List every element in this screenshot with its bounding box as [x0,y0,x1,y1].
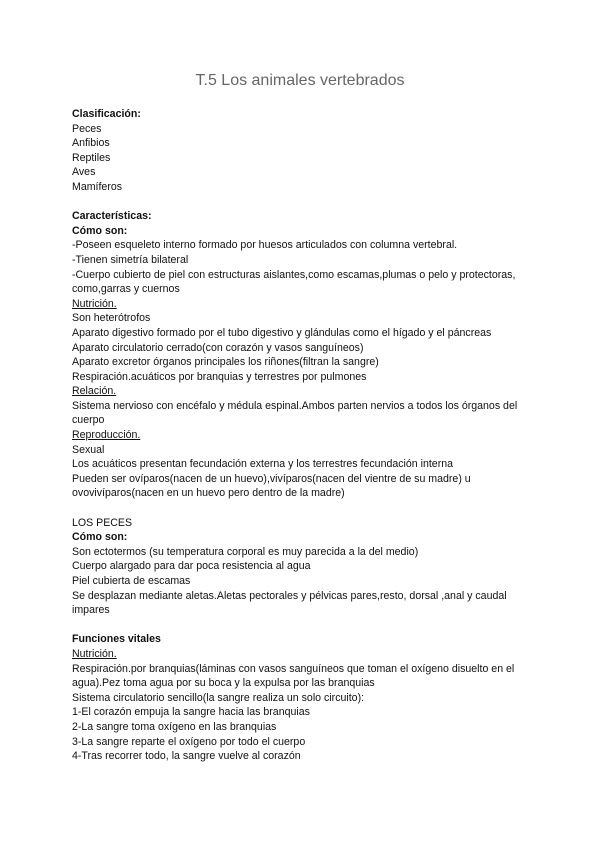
list-item: Peces [72,122,102,135]
paragraph-line: Aparato digestivo formado por el tubo digestivo y glándulas como el hígado y el páncreas [72,326,492,339]
document-title: T.5 Los animales vertebrados [195,72,405,89]
paragraph-line: Cuerpo alargado para dar poca resistencia al agua [72,560,311,573]
paragraph-line: Respiración.acuáticos por branquias y terrestres por pulmones [72,370,367,383]
peces-heading: LOS PECES [72,516,133,529]
paragraph-line: Sexual [72,443,105,456]
nutricion-heading: Nutrición. [72,647,117,660]
paragraph-line: Son ectotermos (su temperatura corporal es muy parecida a la del medio) [72,545,419,558]
list-item: Mamíferos [72,180,123,193]
paragraph-line: -Tienen simetría bilateral [72,253,189,266]
paragraph-line: Respiración.por branquias(láminas con vasos sanguíneos que toman el oxígeno disuelto en el agua).Pez toma agua por su boca y la expulsa por las branquias [72,662,515,690]
list-item: Anfibios [72,137,110,150]
reproduccion-heading: Reproducción. [72,429,141,442]
list-item: Aves [72,166,96,179]
list-item: Reptiles [72,151,111,164]
paragraph-line: 2-La sangre toma oxígeno en las branquias [72,720,277,733]
paragraph-line: Pueden ser ovíparos(nacen de un huevo),vivíparos(nacen del vientre de su madre) u ovovivíparos(nacen en un huevo pero dentro de la madre) [72,472,471,500]
paragraph-line: 3-La sangre reparte el oxígeno por todo el cuerpo [72,735,306,748]
document-body [72,107,542,764]
como-son-heading: Cómo son: [72,224,128,237]
caracteristicas-heading: Características: [72,210,152,223]
spacer [72,618,542,633]
spacer [72,501,542,516]
paragraph-line: Sistema circulatorio sencillo(la sangre realiza un solo circuito): [72,691,365,704]
paragraph-line: Son heterótrofos [72,312,151,325]
paragraph-line: Aparato excretor órganos principales los riñones(filtran la sangre) [72,356,379,369]
paragraph-line: Se desplazan mediante aletas.Aletas pectorales y pélvicas pares,resto, dorsal ,anal y caudal impares [72,589,507,617]
paragraph-line: 4-Tras recorrer todo, la sangre vuelve al corazón [72,750,301,763]
como-son-heading: Cómo son: [72,531,128,544]
paragraph-line: -Cuerpo cubierto de piel con estructuras aislantes,como escamas,plumas o pelo y protectoras, como,garras y cuernos [72,268,516,296]
relacion-heading: Relación. [72,385,117,398]
paragraph-line: 1-El corazón empuja la sangre hacia las branquias [72,706,310,719]
spacer [72,195,542,210]
clasificacion-heading: Clasificación: [72,108,141,120]
funciones-heading: Funciones vitales [72,633,161,646]
paragraph-line: Piel cubierta de escamas [72,575,191,587]
nutricion-heading: Nutrición. [72,297,117,310]
paragraph-line: Sistema nervioso con encéfalo y médula espinal.Ambos parten nervios a todos los órganos del cuerpo [72,399,518,427]
paragraph-line: -Poseen esqueleto interno formado por huesos articulados con columna vertebral. [72,239,458,252]
paragraph-line: Los acuáticos presentan fecundación externa y los terrestres fecundación interna [72,458,454,471]
paragraph-line: Aparato circulatorio cerrado(con corazón y vasos sanguíneos) [72,341,364,354]
